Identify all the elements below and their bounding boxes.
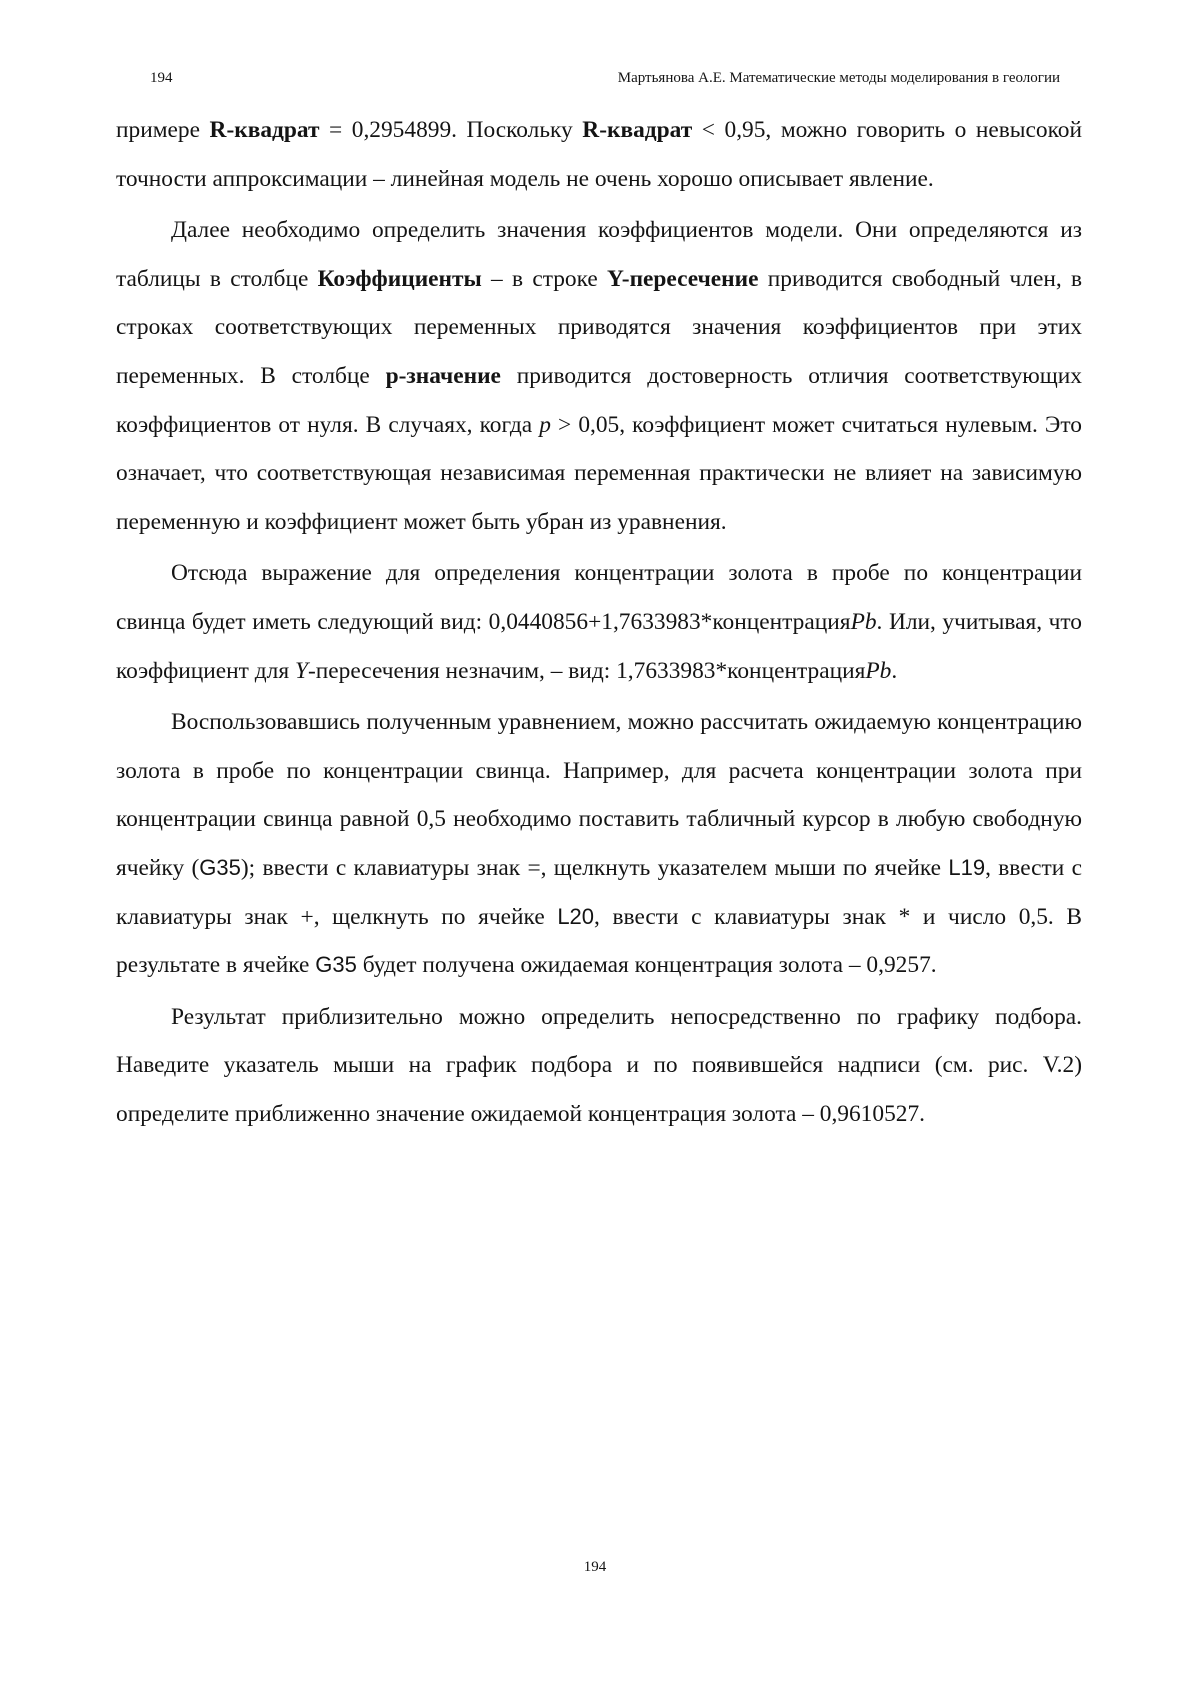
- cell-reference: L19: [948, 854, 986, 880]
- header-page-number: 194: [150, 70, 173, 86]
- bold-term: R-квадрат: [209, 117, 320, 143]
- paragraph-3: [116, 549, 1082, 695]
- italic-symbol: Pb: [865, 657, 892, 684]
- paragraph-1: [116, 106, 1082, 203]
- text-run: .: [891, 657, 898, 684]
- text-run: , ввести с клавиатуры знак * и число 0,5. В результате в ячейке: [116, 903, 1082, 979]
- cell-reference: G35: [199, 854, 241, 880]
- text-run: Отсюда выражение для определения концентрации золота в пробе по концентрации свинца будет иметь следующий вид: 0,0440856+1,7633983*концентрация: [116, 560, 1082, 635]
- bold-term: R-квадрат: [582, 117, 693, 143]
- text-run: приводится достоверность отличия соответствующих коэффициентов от нуля. В случаях, когда: [116, 362, 1083, 438]
- text-run: приводится свободный член, в строках соответствующих переменных приводятся значения коэффициентов при этих переменных. В столбце: [116, 265, 1083, 389]
- text-run: < 0,95, можно говорить о невысокой точности аппроксимации – линейная модель не очень хорошо описывает явление.: [116, 117, 1082, 192]
- text-run: Воспользовавшись полученным уравнением, можно рассчитать ожидаемую концентрацию золота в пробе по концентрации свинца. Например, для расчета концентрации золота при концентрации свинца равной 0,5 необходимо поставить табличный курсор в любую свободную ячейку (: [116, 709, 1082, 881]
- cell-reference: L20: [557, 903, 595, 929]
- text-run: ); ввести с клавиатуры знак =, щелкнуть указателем мыши по ячейке: [240, 854, 949, 881]
- text-run: , ввести с клавиатуры знак +, щелкнуть по ячейке: [116, 854, 1082, 930]
- cell-reference: G35: [315, 952, 357, 978]
- paragraph-4: [116, 698, 1082, 990]
- page-header: [150, 66, 1060, 90]
- text-run: примере: [116, 117, 210, 143]
- bold-term: Коэффициенты: [317, 265, 482, 292]
- text-run: – в строке: [481, 265, 608, 292]
- italic-symbol: р: [539, 411, 551, 438]
- page-footer: [0, 1555, 1190, 1579]
- text-run: = 0,2954899. Поскольку: [319, 117, 583, 143]
- bold-term: р-значение: [385, 362, 501, 389]
- text-run: > 0,05, коэффициент может считаться нулевым. Это означает, что соответствующая независимая переменная практически не влияет на зависимую переменную и коэффициент может быть убран из уравнения.: [116, 411, 1082, 535]
- paragraph-5: [116, 993, 1082, 1139]
- text-run: будет получена ожидаемая концентрация золота – 0,9257.: [356, 952, 937, 979]
- text-run: Результат приблизительно можно определить непосредственно по графику подбора. Наведите указатель мыши на график подбора и по появившейся надписи (см. рис. V.2) определите приближенно значение ожидаемой концентрация золота – 0,9610527.: [116, 1003, 1082, 1127]
- italic-symbol: Y: [294, 657, 308, 684]
- italic-symbol: Pb: [850, 608, 877, 635]
- footer-page-number: 194: [583, 1559, 607, 1575]
- text-run: Далее необходимо определить значения коэффициентов модели. Они определяются из таблицы в столбце: [116, 217, 1082, 292]
- paragraph-2: [116, 206, 1082, 546]
- text-run: -пересечения незначим, – вид: 1,7633983*концентрация: [307, 657, 866, 684]
- bold-term: Y-пересечение: [607, 265, 759, 292]
- text-run: . Или, учитывая, что коэффициент для: [116, 608, 1082, 684]
- body-text: [116, 106, 1082, 1138]
- header-running-title: Мартьянова А.Е. Математические методы моделирования в геологии: [617, 70, 1060, 86]
